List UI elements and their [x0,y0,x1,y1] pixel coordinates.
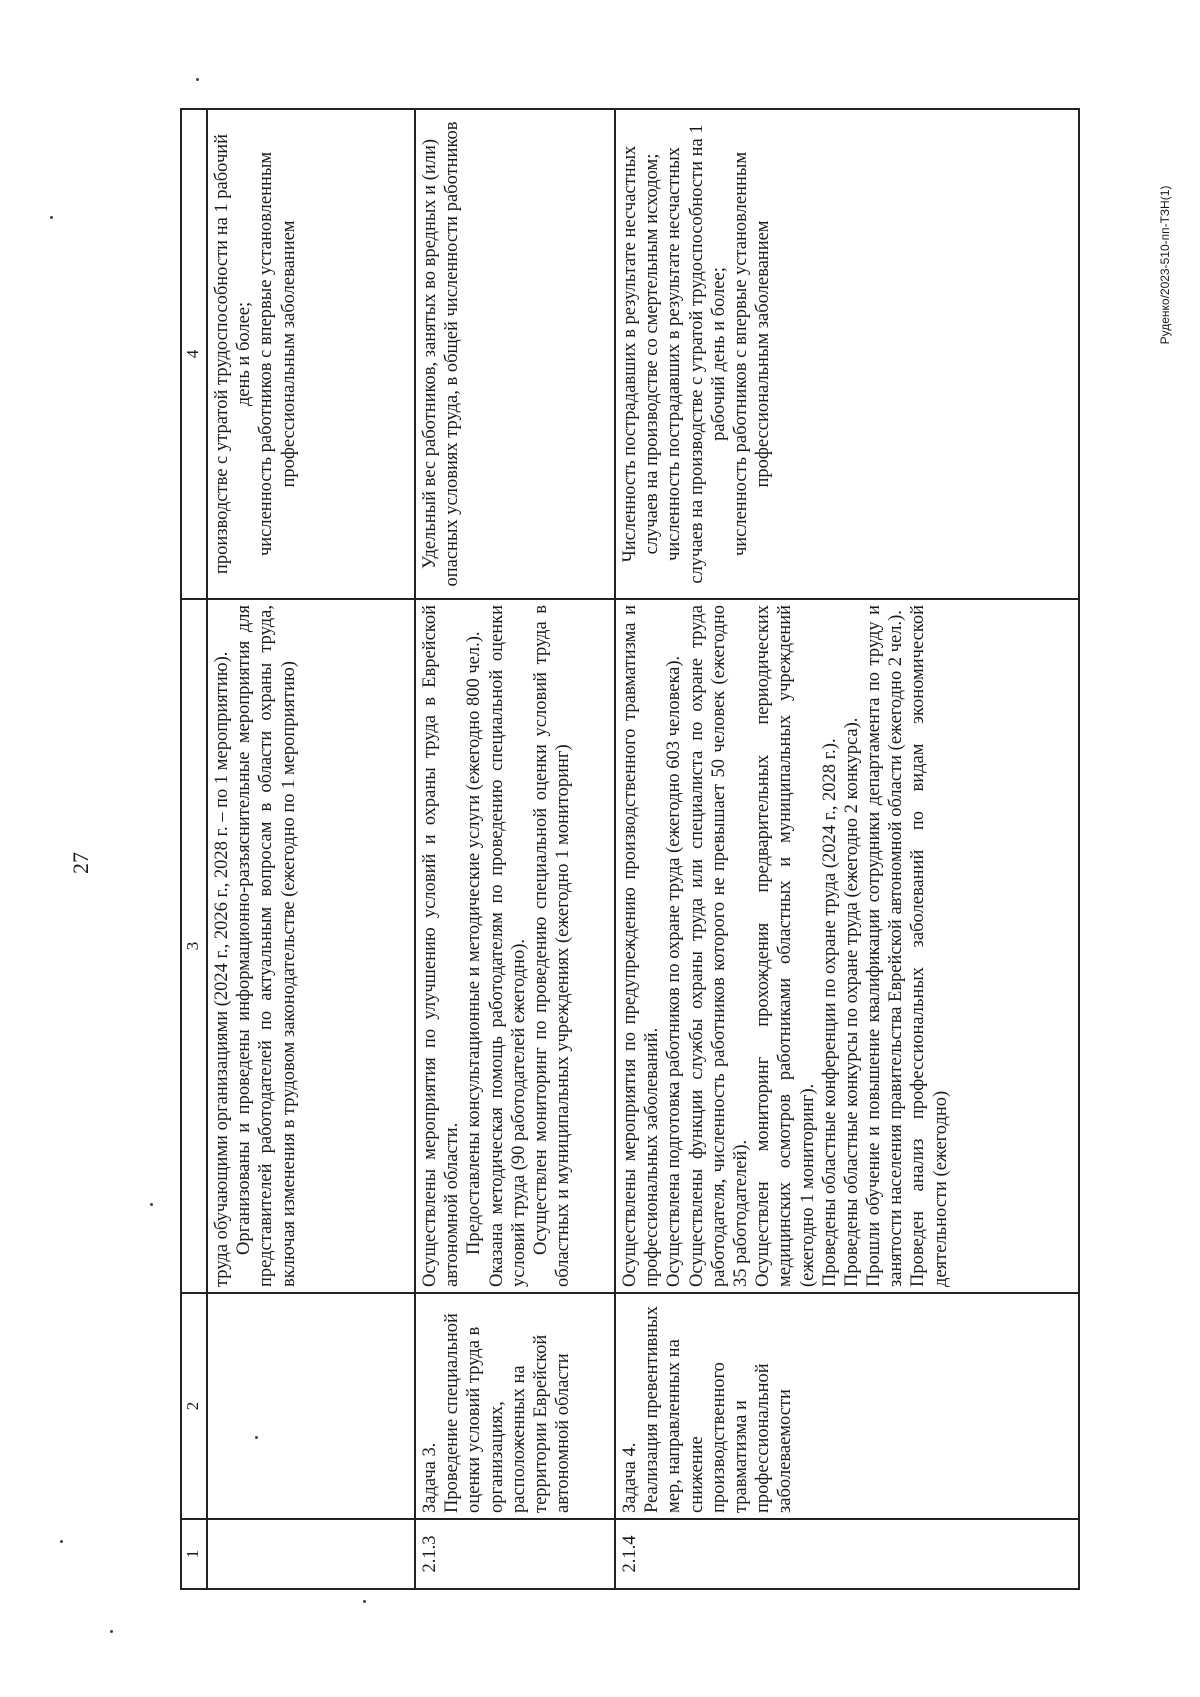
scan-speck [60,1540,63,1543]
measures-cell [207,599,415,1293]
measure-text: труда обучающими организациями (2024 г., 2026 г., 2028 г. – по 1 мероприятию). [212,651,232,1287]
header-cell: 1 [181,1519,207,1589]
measure-text: Предоставлены консультационные и методические услуги (ежегодно 800 чел.). [464,631,485,1255]
scan-speck [110,1630,113,1633]
row-number-cell: 2.1.3 [415,1519,615,1589]
scan-speck [255,1436,258,1439]
task-cell [615,1293,1079,1519]
indicator-text: Численность пострадавших в результате несчастных случаев на производстве со смертельным исходом; [620,145,663,563]
scan-speck [50,216,53,219]
task-cell [207,1293,415,1519]
task-text: Реализация превентивных мер, направленных на снижение производственного травматизма и профессиональной заболеваемости [642,1306,796,1513]
measure-text: Осуществлены мероприятия по улучшению условий и охраны труда в Еврейской автономной области. [420,605,463,1287]
table-row [615,109,1079,1589]
task-label: Задача 4. [620,1442,640,1513]
scan-speck [196,78,199,81]
measure-text: Осуществлены мероприятия по предупреждению производственного травматизма и профессиональных заболеваний. [620,605,663,1287]
footer-document-code: Руденко/2023-510-пп-ТЗН(1) [1158,185,1172,345]
header-cell: 2 [181,1293,207,1519]
header-cell: 3 [181,599,207,1293]
measure-text: Осуществлен мониторинг прохождения предварительных периодических медицинских осмотров работниками областных и муниципальных учреждений (ежегодно 1 мониторинг). [753,605,818,1287]
measure-text: Осуществлен мониторинг по проведению специальной оценки условий труда в областных и муниципальных учреждениях (ежегодно 1 мониторинг) [530,605,574,1287]
header-cell: 4 [181,109,207,599]
row-number-cell: 2.1.4 [615,1519,1079,1589]
indicator-text: численность работников с впервые установленным профессиональным заболеванием [256,151,299,557]
measure-text: Проведен анализ профессиональных заболеваний по видам экономической деятельности (ежегодно) [908,605,951,1287]
scan-speck [363,1600,366,1603]
task-label: Задача 3. [420,1442,440,1513]
measure-text: Оказана методическая помощь работодателям по проведению специальной оценки условий труда (90 работодателей ежегодно). [486,605,529,1287]
indicators-cell [615,109,1079,599]
table-header-row [181,109,207,1589]
task-cell [415,1293,615,1519]
rotated-table-container [180,110,1080,1590]
measure-text: Проведены областные конференции по охране труда (2024 г., 2028 г.). [819,738,840,1287]
indicator-text: численность пострадавших в результате несчастных случаев на производстве с утратой трудоспособности на 1 рабочий день и более; [664,124,729,584]
row-number-cell [207,1519,415,1589]
measure-text: Проведены областные конкурсы по охране труда (ежегодно 2 конкурса). [841,717,862,1287]
scan-speck [150,1203,153,1206]
measures-cell [615,599,1079,1293]
measure-text: Осуществлена подготовка работников по охране труда (ежегодно 603 человека). [664,655,685,1287]
indicator-text: численность работников с впервые установленным профессиональным заболеванием [730,151,774,557]
measure-text: Осуществлены функции службы охраны труда или специалиста по охране труда работодателя, численность работников которого не превышает 50 человек (ежегодно 35 работодателей). [686,605,751,1287]
program-table [180,108,1080,1590]
page-number: 27 [68,852,93,874]
measure-text: Прошли обучение и повышение квалификации сотрудники департамента по труду и занятости населения правительства Еврейской автономной области (ежегодно 2 чел.). [864,605,907,1287]
table-row [207,109,415,1589]
indicator-text: производстве с утратой трудоспособности на 1 рабочий день и более; [212,133,255,575]
task-text: Проведение специальной оценки условий труда в организациях, расположенных на территории Еврейской автономной области [442,1313,574,1513]
indicators-cell [207,109,415,599]
indicators-cell [415,109,615,599]
measures-cell [415,599,615,1293]
indicator-text: Удельный вес работников, занятых во вредных и (или) опасных условиях труда, в общей численности работников [420,121,463,587]
measure-text: Организованы и проведены информационно-разъяснительные мероприятия для представителей работодателей по актуальным вопросам в области охраны труда, включая изменения в трудовом законодательстве (ежегодно по 1 мероприятию) [234,605,299,1287]
table-row [415,109,615,1589]
